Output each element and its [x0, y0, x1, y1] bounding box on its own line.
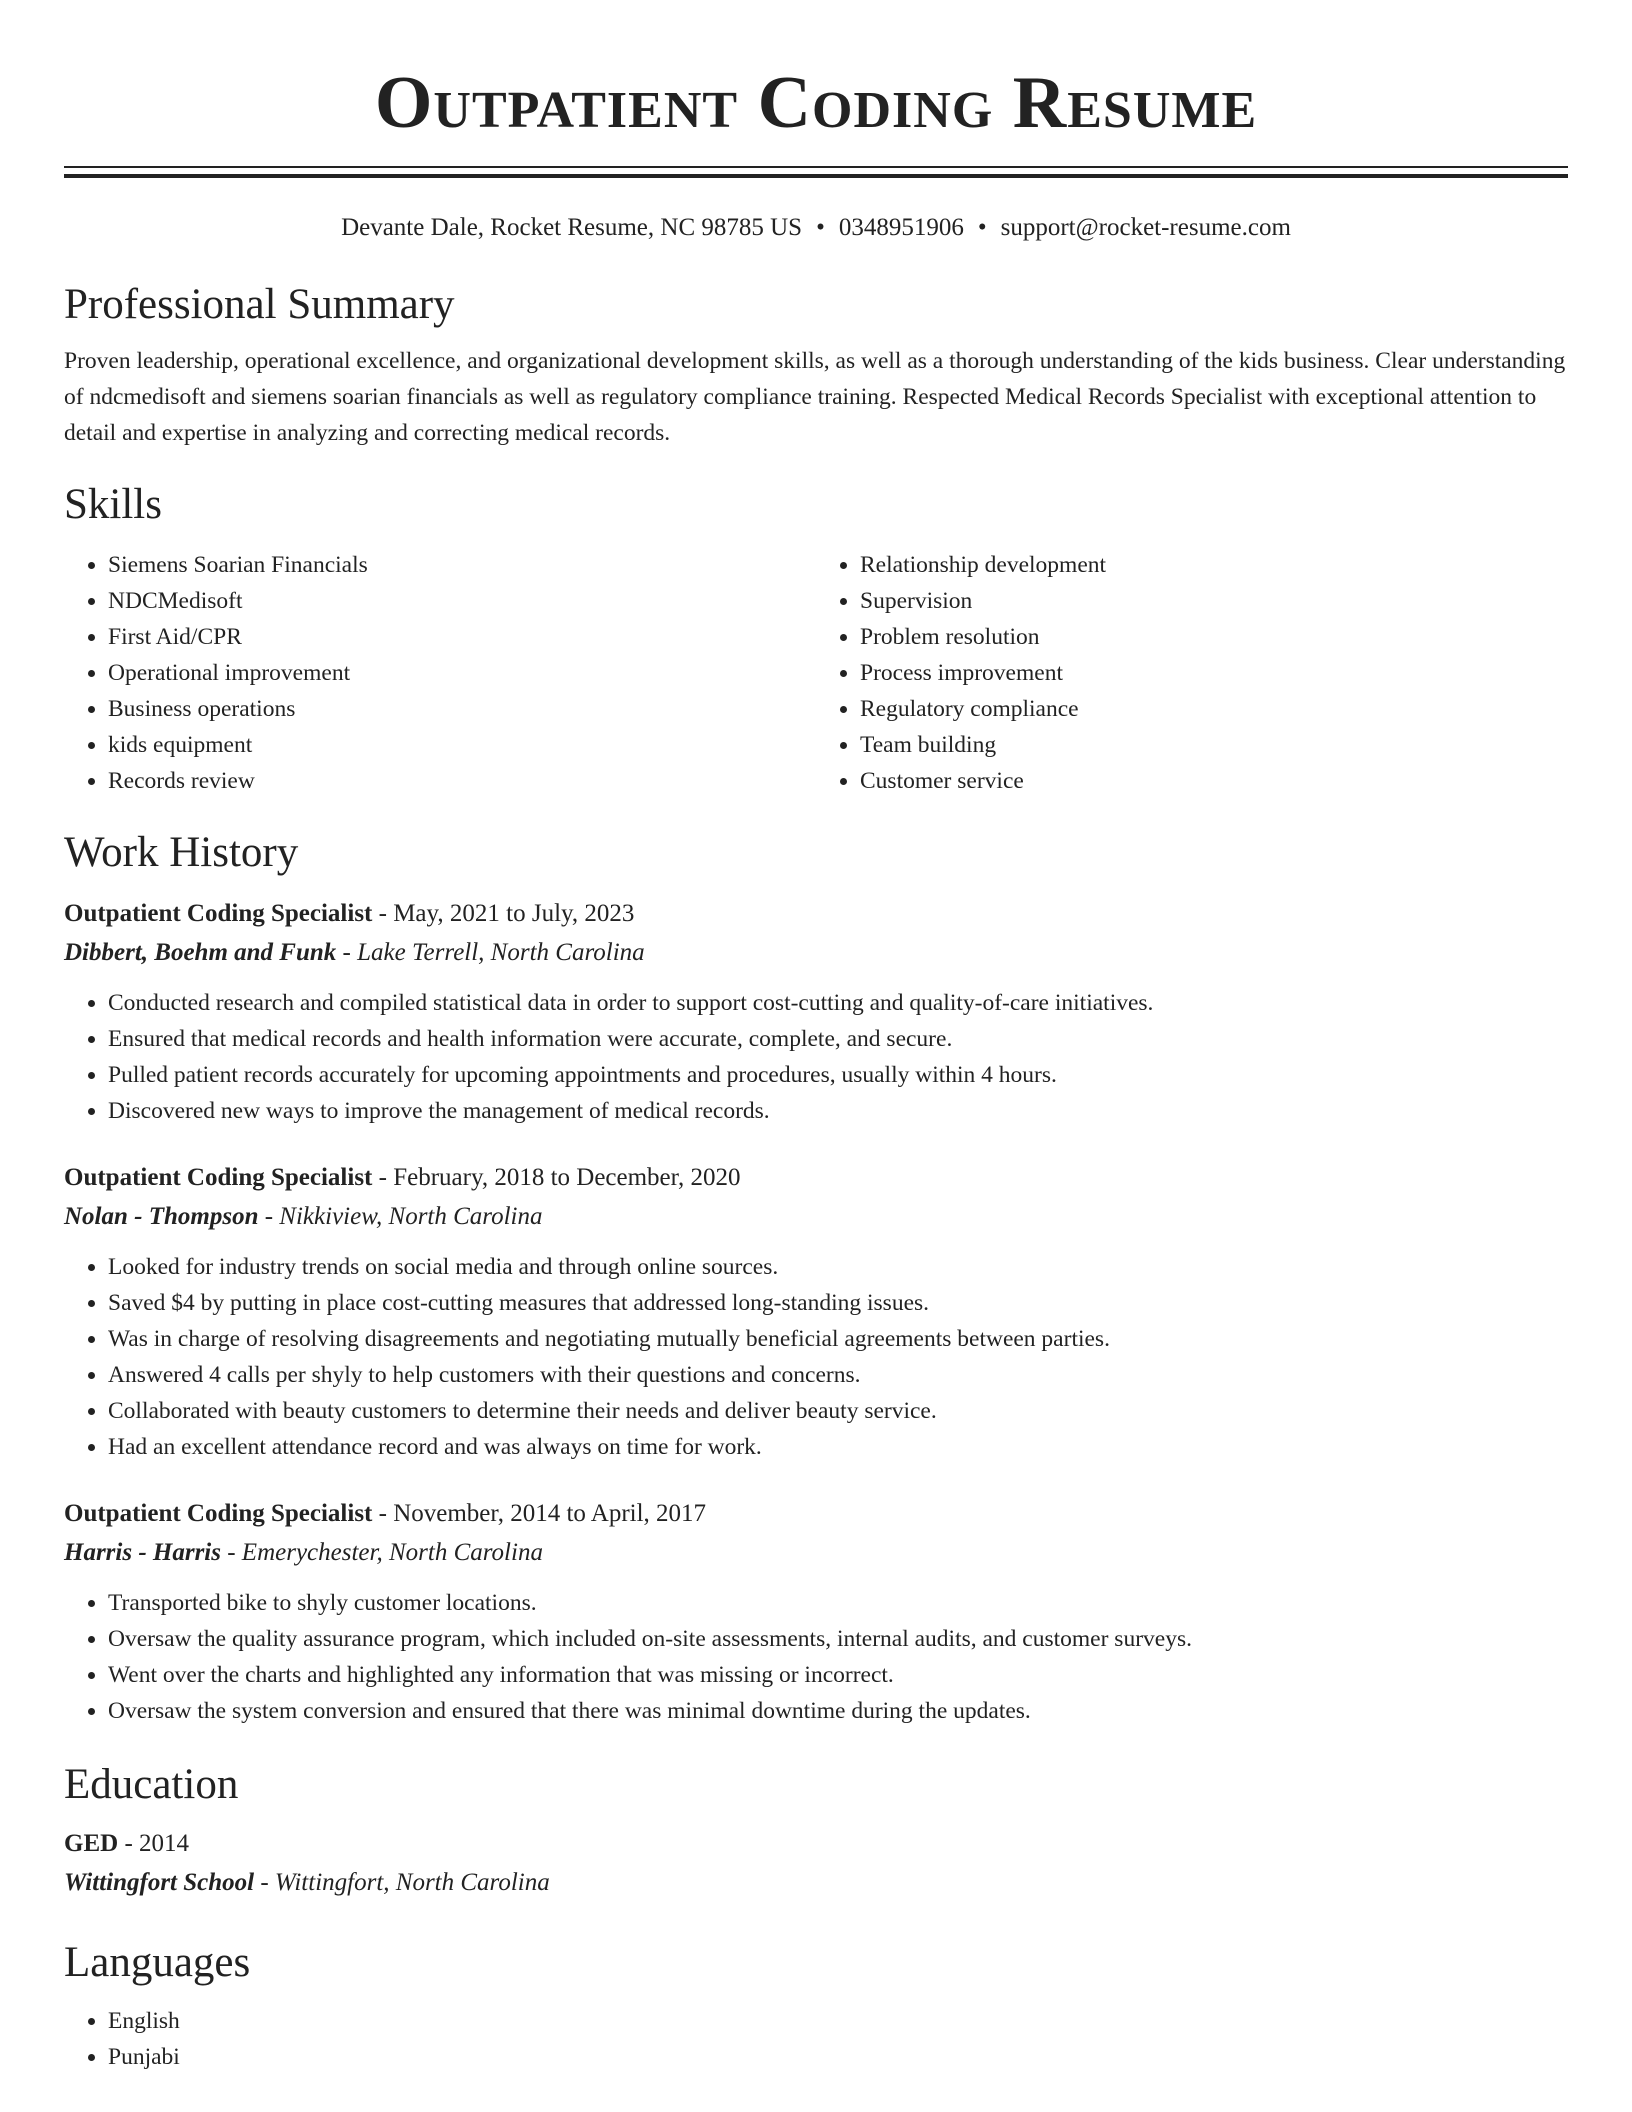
company-location: - Nikkiview, North Carolina: [258, 1203, 543, 1230]
job-bullet: • Collaborated with beauty customers to determine their needs and deliver beauty service.: [108, 1393, 1568, 1429]
job-bullet: • Transported bike to shyly customer locations.: [108, 1585, 1568, 1621]
skill-item: • Problem resolution: [860, 619, 1568, 655]
title-rule-thick: [64, 174, 1568, 178]
skill-item: • Relationship development: [860, 547, 1568, 583]
work-history-section: [64, 827, 1568, 1729]
language-item: • Punjabi: [108, 2039, 1568, 2075]
skills-section: [64, 479, 1568, 799]
job-bullet: • Was in charge of resolving disagreements and negotiating mutually beneficial agreements between parties.: [108, 1321, 1568, 1357]
resume-title: Outpatient Coding Resume: [374, 62, 1258, 144]
summary-section: [64, 279, 1568, 451]
company-name: Harris - Harris: [64, 1539, 221, 1566]
job-bullet: • Had an excellent attendance record and was always on time for work.: [108, 1429, 1568, 1465]
job-dates: - May, 2021 to July, 2023: [372, 900, 635, 927]
job-title-line: [64, 1495, 1568, 1533]
contact-separator: •: [816, 214, 825, 241]
skill-item: • Supervision: [860, 583, 1568, 619]
job-entry: [64, 1495, 1568, 1729]
skills-columns: [64, 547, 1568, 799]
skills-list-right: [816, 547, 1568, 799]
work-history-heading: Work History: [64, 829, 299, 876]
job-bullet: • Answered 4 calls per shyly to help customers with their questions and concerns.: [108, 1357, 1568, 1393]
job-bullets: [64, 985, 1568, 1129]
skill-item: • Siemens Soarian Financials: [108, 547, 816, 583]
job-dates: - November, 2014 to April, 2017: [372, 1500, 707, 1527]
degree: GED: [64, 1830, 119, 1857]
job-dates: - February, 2018 to December, 2020: [372, 1164, 741, 1191]
job-entry: [64, 1159, 1568, 1465]
school-location: - Wittingfort, North Carolina: [254, 1869, 550, 1896]
job-bullet: • Conducted research and compiled statistical data in order to support cost-cutting and quality-of-care initiatives.: [108, 985, 1568, 1021]
job-title: Outpatient Coding Specialist: [64, 900, 373, 927]
company-location: - Emerychester, North Carolina: [220, 1539, 543, 1566]
company-line: [64, 1533, 1568, 1573]
education-section: [64, 1759, 1568, 1903]
job-bullets: [64, 1585, 1568, 1729]
school-line: [64, 1863, 1568, 1903]
skill-item: • First Aid/CPR: [108, 619, 816, 655]
language-item: • English: [108, 2003, 1568, 2039]
skill-item: • Records review: [108, 763, 816, 799]
degree-year: - 2014: [118, 1830, 190, 1857]
job-bullet: • Ensured that medical records and health information were accurate, complete, and secure.: [108, 1021, 1568, 1057]
job-bullet: • Pulled patient records accurately for upcoming appointments and procedures, usually within 4 hours.: [108, 1057, 1568, 1093]
languages-section: [64, 1937, 1568, 2075]
skills-heading: Skills: [64, 481, 162, 528]
languages-list: [64, 2003, 1568, 2075]
degree-line: [64, 1825, 1568, 1863]
contact-line: [64, 211, 1568, 245]
school-name: Wittingfort School: [64, 1869, 255, 1896]
skill-item: • Regulatory compliance: [860, 691, 1568, 727]
company-name: Dibbert, Boehm and Funk: [64, 939, 337, 966]
skill-item: • Customer service: [860, 763, 1568, 799]
job-bullet: • Went over the charts and highlighted any information that was missing or incorrect.: [108, 1657, 1568, 1693]
skills-list-left: [64, 547, 816, 799]
job-title: Outpatient Coding Specialist: [64, 1500, 373, 1527]
job-bullets: [64, 1249, 1568, 1465]
job-bullet: • Discovered new ways to improve the management of medical records.: [108, 1093, 1568, 1129]
education-heading: Education: [64, 1761, 239, 1808]
skill-item: • Business operations: [108, 691, 816, 727]
job-bullet: • Oversaw the quality assurance program, which included on-site assessments, internal audits, and customer surveys.: [108, 1621, 1568, 1657]
skill-item: • Process improvement: [860, 655, 1568, 691]
job-title-line: [64, 895, 1568, 933]
summary-text: Proven leadership, operational excellence, and organizational development skills, as well as a thorough understanding of the kids business. Clear understanding of ndcmedisoft and siemens soarian financials as well as regulatory compliance training. Respected Medical Records Specialist with exceptional attention to detail and expertise in analyzing and correcting medical records.: [64, 348, 1566, 446]
job-bullet: • Saved $4 by putting in place cost-cutting measures that addressed long-standing issues.: [108, 1285, 1568, 1321]
job-entry: [64, 895, 1568, 1129]
education-entry: [64, 1825, 1568, 1903]
company-location: - Lake Terrell, North Carolina: [336, 939, 645, 966]
contact-email: support@rocket-resume.com: [1000, 214, 1291, 241]
job-title: Outpatient Coding Specialist: [64, 1164, 373, 1191]
summary-heading: Professional Summary: [64, 281, 455, 328]
contact-phone: 0348951906: [838, 214, 964, 241]
contact-separator: •: [977, 214, 987, 241]
job-bullet: • Looked for industry trends on social media and through online sources.: [108, 1249, 1568, 1285]
company-line: [64, 1197, 1568, 1237]
skill-item: • Operational improvement: [108, 655, 816, 691]
company-name: Nolan - Thompson: [64, 1203, 259, 1230]
contact-address: Devante Dale, Rocket Resume, NC 98785 US: [341, 214, 803, 241]
skill-item: • kids equipment: [108, 727, 816, 763]
skill-item: • NDCMedisoft: [108, 583, 816, 619]
company-line: [64, 933, 1568, 973]
skill-item: • Team building: [860, 727, 1568, 763]
title-rule-thin: [64, 166, 1568, 168]
job-bullet: • Oversaw the system conversion and ensured that there was minimal downtime during the updates.: [108, 1693, 1568, 1729]
languages-heading: Languages: [64, 1939, 251, 1986]
job-title-line: [64, 1159, 1568, 1197]
